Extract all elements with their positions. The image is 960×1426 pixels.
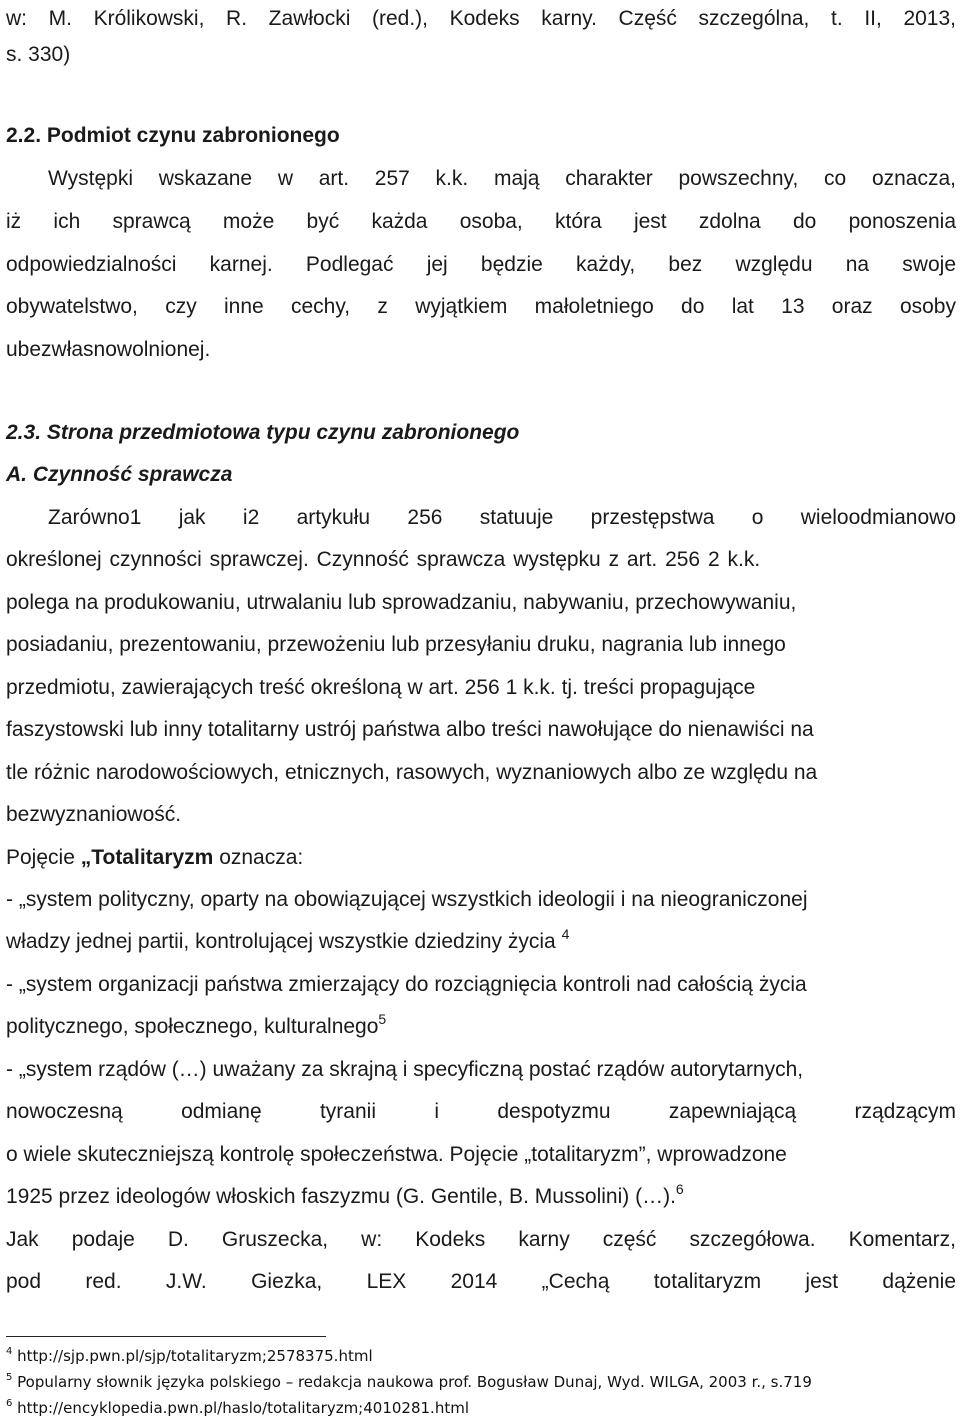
- footnote-separator: [6, 1336, 326, 1337]
- term-totalitaryzm: „Totalitaryzm: [80, 846, 214, 869]
- footnote-ref: 4: [561, 926, 570, 942]
- text-line: Pojęcie „Totalitaryzm oznacza:: [6, 846, 304, 869]
- text-line: władzy jednej partii, kontrolującej wszystkie dziedziny życia $^4$: [6, 926, 570, 953]
- text-line: Jak podaje D. Gruszecka, w: Kodeks karny część szczegółowa. Komentarz,: [6, 1228, 956, 1251]
- text-line: iż ich sprawcą może być każda osoba, która jest zdolna do ponoszenia: [6, 210, 956, 233]
- text-line: odpowiedzialności karnej. Podlegać jej będzie każdy, bez względu na swoje: [6, 253, 956, 276]
- text-line: przedmiotu, zawierających treść określoną w art. 256 1 k.k. tj. treści propagujące: [6, 676, 756, 699]
- text-line: s. 330): [6, 43, 71, 66]
- text-line: faszystowski lub inny totalitarny ustrój państwa albo treści nawołujące do nienawiści na: [6, 718, 814, 741]
- text-line: polega na produkowaniu, utrwalaniu lub sprowadzaniu, nabywaniu, przechowywaniu,: [6, 591, 797, 614]
- text-line: politycznego, społecznego, kulturalnego$^5$: [6, 1011, 387, 1038]
- text-line: 1925 przez ideologów włoskich faszyzmu (G. Gentile, B. Mussolini) (…).$^6$: [6, 1181, 684, 1208]
- text-line: pod red. J.W. Giezka, LEX 2014 „Cechą totalitaryzm jest dążenie: [6, 1270, 956, 1293]
- section-heading-2-3: 2.3. Strona przedmiotowa typu czynu zabronionego: [6, 421, 520, 444]
- section-heading-2-2: 2.2. Podmiot czynu zabronionego: [6, 124, 340, 147]
- footnote: $^6$ http://encyklopedia.pwn.pl/haslo/totalitaryzm;4010281.html: [6, 1398, 469, 1417]
- text-line: w: M. Królikowski, R. Zawłocki (red.), Kodeks karny. Część szczególna, t. II, 2013,: [6, 7, 956, 30]
- text-line: nowoczesną odmianę tyranii i despotyzmu zapewniającą rządzącym: [6, 1100, 956, 1123]
- text-line: - „system organizacji państwa zmierzający do rozciągnięcia kontroli nad całością życia: [6, 973, 807, 996]
- text-line: bezwyznaniowość.: [6, 803, 182, 826]
- footnote: $^4$ http://sjp.pwn.pl/sjp/totalitaryzm;2578375.html: [6, 1346, 373, 1365]
- text-line: o wiele skuteczniejszą kontrolę społeczeństwa. Pojęcie „totalitaryzm”, wprowadzone: [6, 1143, 787, 1166]
- footnote-ref: 5: [378, 1011, 387, 1027]
- text-line: Występki wskazane w art. 257 k.k. mają charakter powszechny, co oznacza,: [48, 167, 956, 190]
- text-line: - „system rządów (…) uważany za skrajną i specyficzną postać rządów autorytarnych,: [6, 1058, 804, 1081]
- text-line: tle różnic narodowościowych, etnicznych, rasowych, wyznaniowych albo ze względu na: [6, 761, 818, 784]
- footnote-ref: 6: [675, 1181, 684, 1197]
- subheading-a: A. Czynność sprawcza: [6, 463, 233, 486]
- text-line: ubezwłasnowolnionej.: [6, 338, 211, 361]
- text-line: - „system polityczny, oparty na obowiązującej wszystkich ideologii i na nieograniczonej: [6, 888, 808, 911]
- text-line: posiadaniu, prezentowaniu, przewożeniu lub przesyłaniu druku, nagrania lub innego: [6, 633, 786, 656]
- text-line: Zarówno1 jak i2 artykułu 256 statuuje przestępstwa o wieloodmianowo: [48, 506, 957, 529]
- text-line: obywatelstwo, czy inne cechy, z wyjątkiem małoletniego do lat 13 oraz osoby: [6, 295, 956, 318]
- text-line: określonej czynności sprawczej. Czynność sprawcza występku z art. 256 2 k.k.: [6, 548, 761, 571]
- footnote: $^5$ Popularny słownik języka polskiego – redakcja naukowa prof. Bogusław Dunaj, Wyd. WILGA, 2003 r., s.719: [6, 1372, 812, 1391]
